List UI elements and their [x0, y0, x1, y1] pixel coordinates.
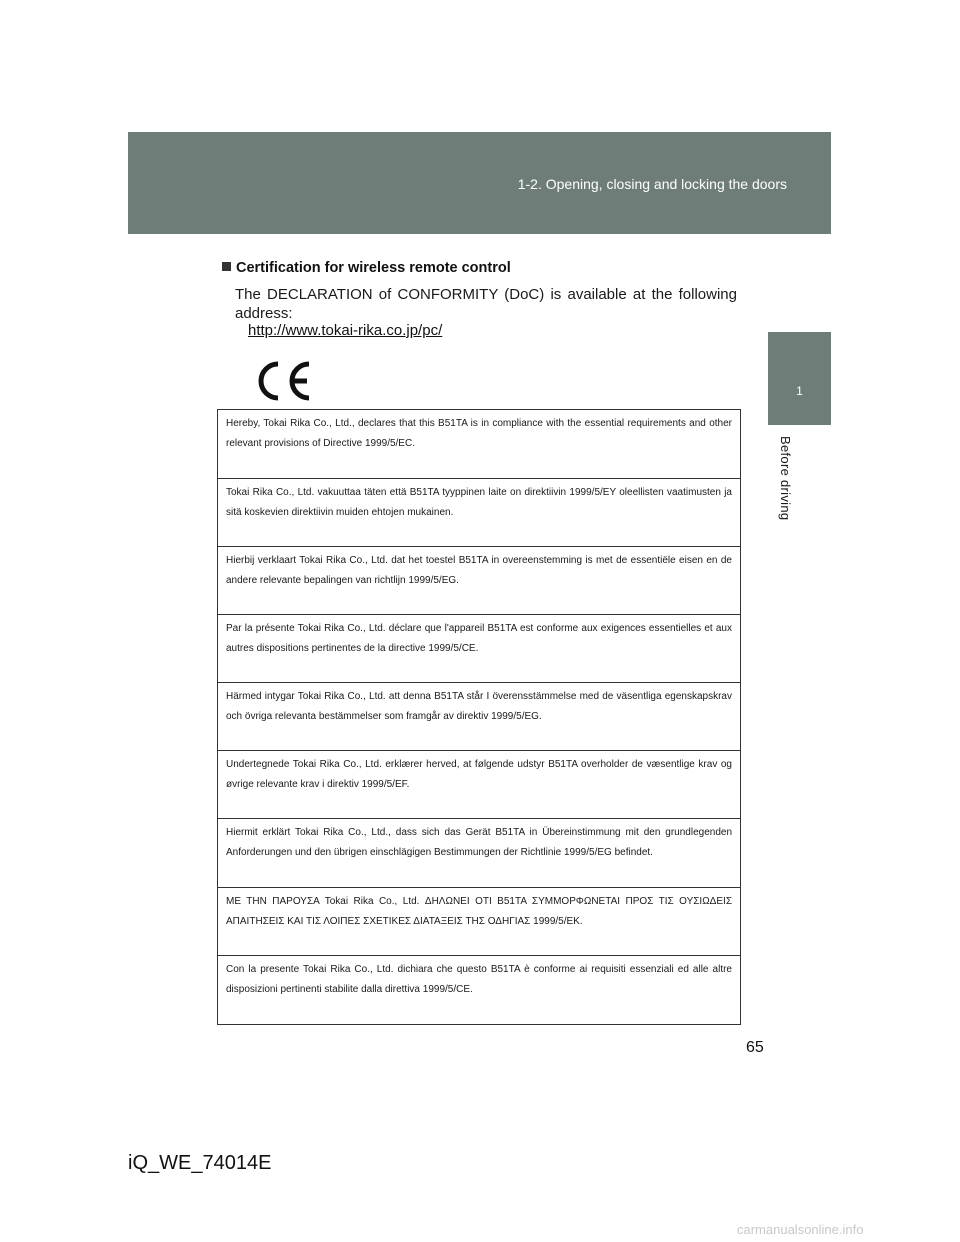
declaration-text: Härmed intygar Tokai Rika Co., Ltd. att denna B51TA står I överensstämmelse med de väsentliga egenskapskrav och övriga relevanta bestämmelser som framgår av direktiv 1999/5/EG. [218, 683, 741, 751]
doc-code: iQ_WE_74014E [128, 1152, 272, 1174]
declaration-row [218, 888, 741, 956]
page-number: 65 [746, 1039, 764, 1056]
chapter-label: Before driving [778, 436, 793, 521]
declarations-table [217, 409, 741, 1025]
watermark: carmanualsonline.info [737, 1222, 864, 1237]
body-text-line2: address: [235, 305, 293, 322]
declaration-row [218, 819, 741, 888]
square-bullet-icon [222, 262, 231, 271]
header-band [128, 132, 831, 234]
declaration-text: Con la presente Tokai Rika Co., Ltd. dichiara che questo B51TA è conforme ai requisiti essenziali ed alle altre disposizioni pertinenti stabilite dalla direttiva 1999/5/CE. [218, 956, 741, 1025]
chapter-tab [768, 332, 831, 425]
section-title: 1-2. Opening, closing and locking the doors [517, 176, 787, 192]
section-heading-text: Certification for wireless remote control [236, 260, 511, 276]
declaration-text: ΜΕ ΤΗΝ ΠΑΡΟΥΣΑ Tokai Rika Co., Ltd. ΔΗΛΩΝΕΙ ΟΤΙ B51TA ΣΥΜΜΟΡΦΩΝΕΤΑΙ ΠΡΟΣ ΤΙΣ ΟΥΣΙΩΔΕΙΣ ΑΠΑΙΤΗΣΕΙΣ ΚΑΙ ΤΙΣ ΛΟΙΠΕΣ ΣΧΕΤΙΚΕΣ ΔΙΑΤΑΞΕΙΣ ΤΗΣ ΟΔΗΓΙΑΣ 1999/5/ΕΚ. [218, 888, 741, 956]
section-heading [222, 260, 511, 276]
declaration-row [218, 547, 741, 615]
declaration-row [218, 479, 741, 547]
declaration-text: Undertegnede Tokai Rika Co., Ltd. erklærer herved, at følgende udstyr B51TA overholder de væsentlige krav og øvrige relevante krav i direktiv 1999/5/EF. [218, 751, 741, 819]
declaration-text: Hiermit erklärt Tokai Rika Co., Ltd., dass sich das Gerät B51TA in Übereinstimmung mit den grundlegenden Anforderungen und den übrigen einschlägigen Bestimmungen der Richtlinie 1999/5/EG befindet. [218, 819, 741, 888]
declaration-text: Tokai Rika Co., Ltd. vakuuttaa täten että B51TA tyyppinen laite on direktiivin 1999/5/EY oleellisten vaatimusten ja sitä koskevien direktiivin muiden ehtojen mukainen. [218, 479, 741, 547]
body-text-line1: The DECLARATION of CONFORMITY (DoC) is available at the following [235, 286, 737, 303]
declaration-text: Par la présente Tokai Rika Co., Ltd. déclare que l'appareil B51TA est conforme aux exigences essentielles et aux autres dispositions pertinentes de la directive 1999/5/CE. [218, 615, 741, 683]
declaration-text: Hereby, Tokai Rika Co., Ltd., declares that this B51TA is in compliance with the essential requirements and other relevant provisions of Directive 1999/5/EC. [218, 410, 741, 479]
declaration-row [218, 683, 741, 751]
declaration-row [218, 410, 741, 479]
declaration-row [218, 751, 741, 819]
chapter-number: 1 [796, 384, 803, 398]
declaration-row [218, 615, 741, 683]
ce-mark-logo [251, 360, 313, 402]
doc-url-link[interactable]: http://www.tokai-rika.co.jp/pc/ [248, 322, 443, 339]
declaration-text: Hierbij verklaart Tokai Rika Co., Ltd. dat het toestel B51TA in overeenstemming is met de essentiële eisen en de andere relevante bepalingen van richtlijn 1999/5/EG. [218, 547, 741, 615]
declaration-row [218, 956, 741, 1025]
